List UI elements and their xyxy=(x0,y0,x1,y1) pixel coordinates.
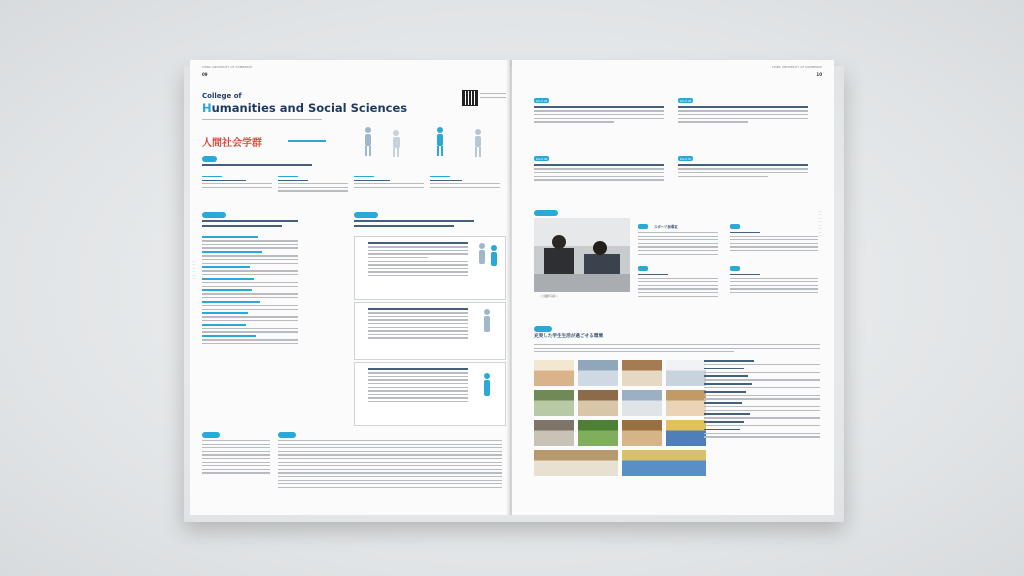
title-rest: umanities and Social Sciences xyxy=(211,101,408,115)
point-07-label: Point 07 xyxy=(680,156,692,161)
section-tag-1 xyxy=(202,156,217,162)
interview-chip-2 xyxy=(730,224,740,229)
left-page-header: CHIBA UNIVERSITY OF COMMERCE xyxy=(202,66,253,69)
case-1-illustration xyxy=(472,240,502,280)
case-2-illustration xyxy=(472,306,502,346)
left-side-vertical-label: ｜｜｜｜｜｜ xyxy=(192,260,196,281)
section-tag-4 xyxy=(202,432,220,438)
people-illustration xyxy=(360,124,510,162)
section-2-heading xyxy=(202,220,298,229)
facility-photo xyxy=(622,360,662,386)
department-label xyxy=(288,140,326,144)
facility-photo xyxy=(534,420,574,446)
facility-photo xyxy=(578,360,618,386)
right-page xyxy=(512,60,834,515)
interview-label-1: スポーツ指導室 xyxy=(654,225,678,229)
point-06-label: Point 06 xyxy=(536,156,548,161)
facility-photo xyxy=(534,390,574,416)
section-3-heading xyxy=(354,220,474,229)
step-4-text xyxy=(430,176,500,190)
point-05-label: Point 05 xyxy=(680,98,692,103)
facility-photo xyxy=(666,360,706,386)
facility-intro xyxy=(534,344,820,355)
facility-photo xyxy=(578,390,618,416)
section-tag-3 xyxy=(354,212,378,218)
facility-photo xyxy=(666,390,706,416)
case-2-text xyxy=(368,308,468,341)
bottom-block-2 xyxy=(278,440,502,490)
interview-3-text xyxy=(638,274,718,299)
facility-photo xyxy=(534,450,618,476)
facility-photo xyxy=(622,390,662,416)
case-3-text xyxy=(368,368,468,405)
interview-chip-1 xyxy=(638,224,648,229)
right-page-header: CHIBA UNIVERSITY OF COMMERCE xyxy=(771,66,822,69)
qr-code xyxy=(462,90,478,106)
facility-photo xyxy=(622,450,706,476)
skill-list xyxy=(202,236,298,347)
point-07-text xyxy=(678,164,808,179)
right-side-vertical-label: ｜｜｜｜｜｜｜｜ xyxy=(818,210,822,238)
title-accent-letter: H xyxy=(202,101,212,115)
photo-caption: ＜活動写真＞ xyxy=(540,294,559,298)
interview-1-text xyxy=(638,232,718,257)
left-page-number: 09 xyxy=(202,72,208,77)
section-tag-5 xyxy=(278,432,296,438)
interview-2-text xyxy=(730,232,818,254)
qr-caption xyxy=(480,93,506,100)
section-tag-2 xyxy=(202,212,226,218)
photo-section-tag xyxy=(534,210,558,216)
point-05-text xyxy=(678,106,808,125)
subtitle-lines xyxy=(202,119,322,123)
facility-section-tag xyxy=(534,326,552,332)
classroom-photo xyxy=(534,218,630,292)
facility-photo xyxy=(666,420,706,446)
interview-chip-4 xyxy=(730,266,740,271)
faculty-title: 人間社会学群 xyxy=(202,138,262,149)
point-04-label: Point 04 xyxy=(536,98,548,103)
facility-photo xyxy=(534,360,574,386)
point-04-text xyxy=(534,106,664,125)
point-06-text xyxy=(534,164,664,183)
interview-chip-3 xyxy=(638,266,648,271)
bottom-block-1 xyxy=(202,440,270,476)
college-label: College of xyxy=(202,92,242,100)
step-1-text xyxy=(202,176,272,190)
section-1-heading xyxy=(202,164,312,169)
step-2-text xyxy=(278,176,348,194)
page-title xyxy=(202,101,407,115)
facility-heading: 充実した学生生活が過ごせる環境 xyxy=(534,334,603,339)
facility-photo xyxy=(622,420,662,446)
left-page xyxy=(190,60,510,515)
step-3-text xyxy=(354,176,424,190)
facility-photo xyxy=(578,420,618,446)
case-1-text xyxy=(368,242,468,279)
facility-list xyxy=(704,360,820,440)
case-3-illustration xyxy=(472,370,502,410)
right-page-number: 10 xyxy=(816,72,822,77)
interview-4-text xyxy=(730,274,818,296)
